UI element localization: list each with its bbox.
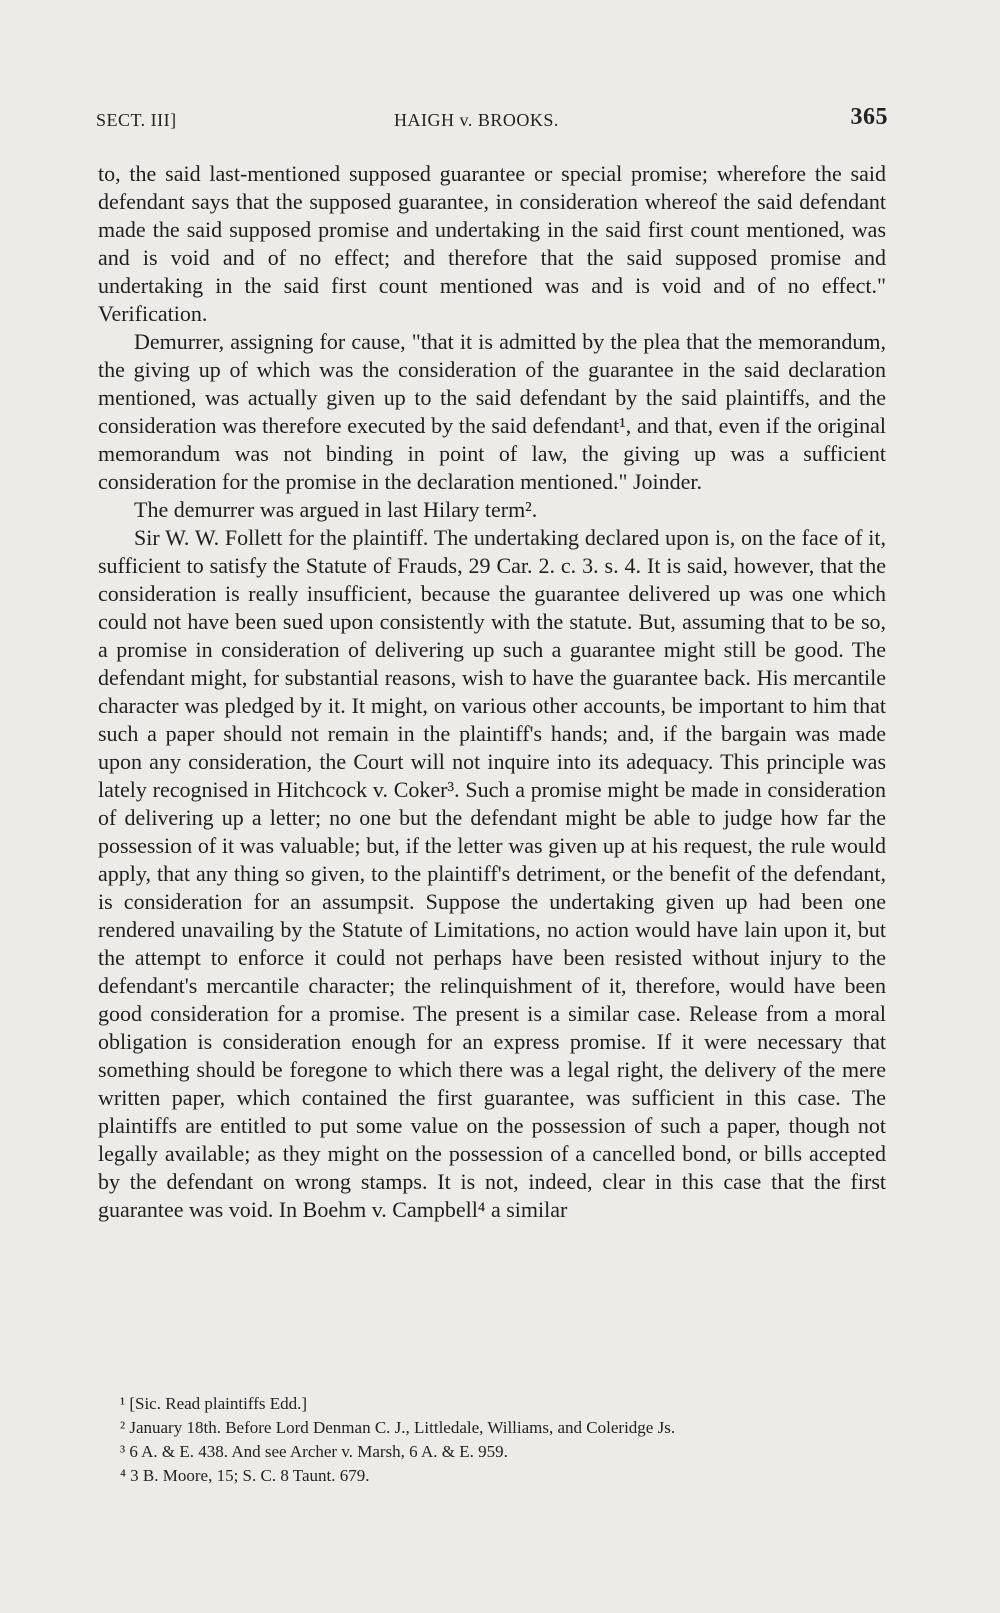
footnote: ³ 6 A. & E. 438. And see Archer v. Marsh, 6 A. & E. 959. bbox=[120, 1442, 508, 1461]
footnote: ⁴ 3 B. Moore, 15; S. C. 8 Taunt. 679. bbox=[120, 1466, 370, 1485]
footnote: ¹ [Sic. Read plaintiffs Edd.] bbox=[120, 1394, 308, 1413]
case-title: HAIGH v. BROOKS. bbox=[394, 110, 559, 130]
page-number: 365 bbox=[850, 104, 888, 130]
paragraph: to, the said last-mentioned supposed guarantee or special promise; wherefore the said defendant says that the supposed guarantee, in consideration whereof the said defendant made the said supposed promise and undertaking in the said first count mentioned, was and is void and of no effect; and therefore that the said supposed promise and undertaking in the said first count mentioned was and is void and of no effect." Verification. bbox=[98, 161, 886, 326]
running-header bbox=[96, 104, 888, 138]
section-label: SECT. III] bbox=[96, 110, 177, 130]
paragraph: Sir W. W. Follett for the plaintiff. The undertaking declared upon is, on the face of it, sufficient to satisfy the Statute of Frauds, 29 Car. 2. c. 3. s. 4. It is said, however, that the consideration is really insufficient, because the guarantee delivered up was one which could not have been sued upon consistently with the statute. But, assuming that to be so, a promise in consideration of delivering up such a guarantee might still be good. The defendant might, for substantial reasons, wish to have the guarantee back. His mercantile character was pledged by it. It might, on various other accounts, be important to him that such a paper should not remain in the plaintiff's hands; and, if the bargain was made upon any consideration, the Court will not inquire into its adequacy. This principle was lately recognised in Hitchcock v. Coker³. Such a promise might be made in consideration of delivering up a letter; no one but the defendant might be able to judge how far the possession of it was valuable; but, if the letter was given up at his request, the rule would apply, that any thing so given, to the plaintiff's detriment, or the benefit of the defendant, is consideration for an assumpsit. Suppose the undertaking given up had been one rendered unavailing by the Statute of Limitations, no action would have lain upon it, but the attempt to enforce it could not perhaps have been resisted without injury to the defendant's mercantile character; the relinquishment of it, therefore, would have been good consideration for a promise. The present is a similar case. Release from a moral obligation is consideration enough for an express promise. If it were necessary that something should be foregone to which there was a legal right, the delivery of the mere written paper, which contained the first guarantee, was sufficient in this case. The plaintiffs are entitled to put some value on the possession of such a paper, though not legally available; as they might on the possession of a cancelled bond, or bills accepted by the defendant on wrong stamps. It is not, indeed, clear in this case that the first guarantee was void. In Boehm v. Campbell⁴ a similar bbox=[98, 525, 886, 1222]
body-text bbox=[98, 160, 886, 1224]
footnote: ² January 18th. Before Lord Denman C. J., Littledale, Williams, and Coleridge Js. bbox=[120, 1418, 676, 1437]
paragraph: Demurrer, assigning for cause, "that it is admitted by the plea that the memorandum, the giving up of which was the consideration of the guarantee in the said declaration mentioned, was actually given up to the said defendant by the said plaintiffs, and the consideration was therefore executed by the said defendant¹, and that, even if the original memorandum was not binding in point of law, the giving up was a sufficient consideration for the promise in the declaration mentioned." Joinder. bbox=[98, 329, 886, 494]
paragraph: The demurrer was argued in last Hilary term². bbox=[134, 497, 538, 522]
footnotes bbox=[120, 1392, 880, 1488]
